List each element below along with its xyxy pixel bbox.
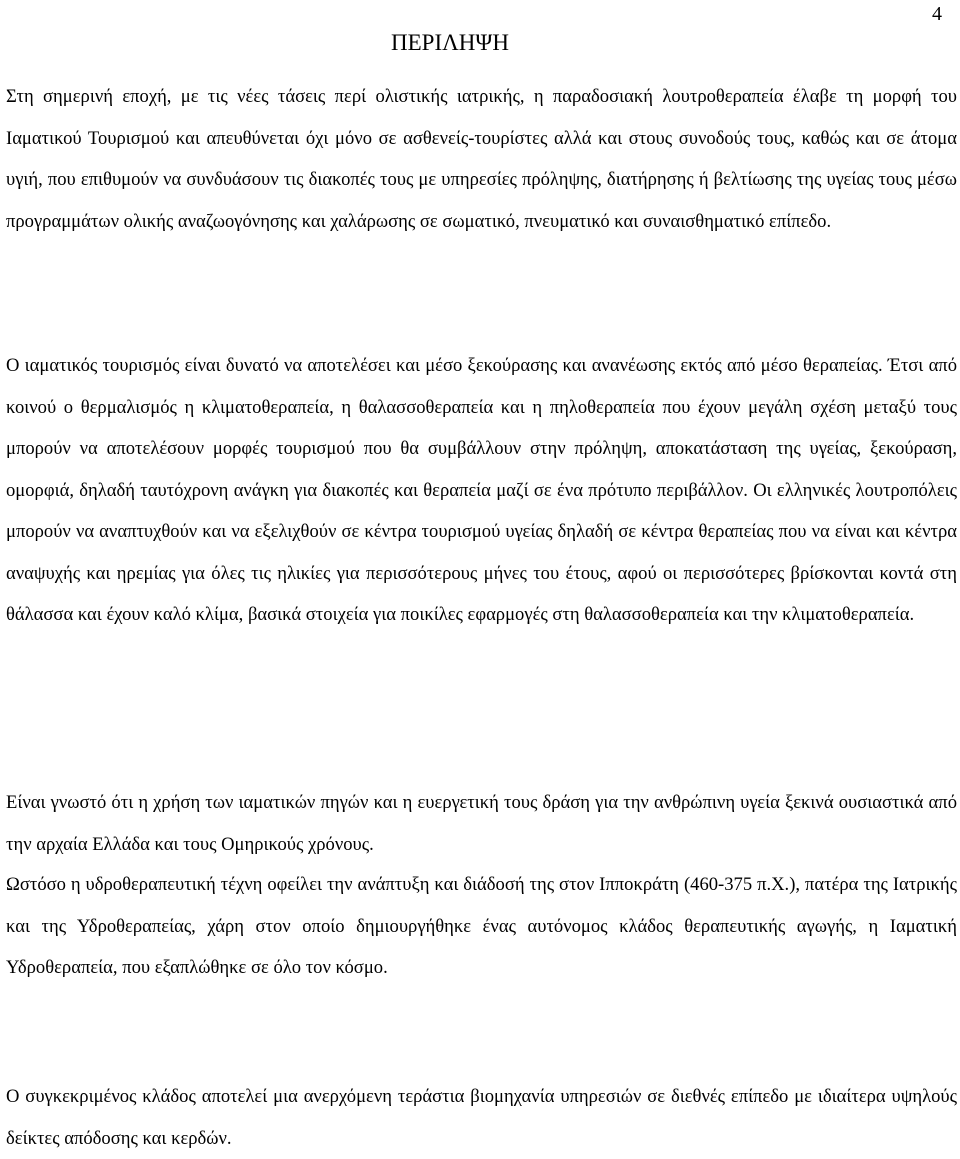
paragraph-industry: Ο συγκεκριμένος κλάδος αποτελεί μια ανερχόμενη τεράστια βιομηχανία υπηρεσιών σε διεθνές επίπεδο με ιδιαίτερα υψηλούς δείκτες απόδοσης και κερδών. bbox=[6, 1086, 957, 1149]
paragraph-thermal-tourism: Ο ιαματικός τουρισμός είναι δυνατό να αποτελέσει και μέσο ξεκούρασης και ανανέωσης εκτός από μέσο θεραπείας. Έτσι από κοινού ο θερμαλισμός η κλιματοθεραπεία, η θαλασσοθεραπεία και η πηλοθεραπεία που έχουν μεγάλη σχέση μεταξύ τους μπορούν να αποτελέσουν μορφές τουρισμού που θα συμβάλλουν στην πρόληψη, αποκατάσταση της υγείας, ξεκούραση, ομορφιά, δηλαδή ταυτόχρονη ανάγκη για διακοπές και θεραπεία μαζί σε ένα πρότυπο περιβάλλον. Οι ελληνικές λουτροπόλεις μπορούν να αναπτυχθούν και να εξελιχθούν σε κέντρα τουρισμού υγείας δηλαδή σε κέντρα θεραπείας που να είναι και κέντρα αναψυχής και ηρεμίας για όλες τις ηλικίες για περισσότερους μήνες του έτους, αφού οι περισσότερες βρίσκονται κοντά στη θάλασσα και έχουν καλό κλίμα, βασικά στοιχεία για ποικίλες εφαρμογές στη θαλασσοθεραπεία και την κλιματοθεραπεία. bbox=[6, 355, 957, 625]
page-number: 4 bbox=[932, 3, 942, 25]
paragraph-intro: Στη σημερινή εποχή, με τις νέες τάσεις περί ολιστικής ιατρικής, η παραδοσιακή λουτροθεραπεία έλαβε τη μορφή του Ιαματικού Τουρισμού και απευθύνεται όχι μόνο σε ασθενείς-τουρίστες αλλά και στους συνοδούς τους, καθώς και σε άτομα υγιή, που επιθυμούν να συνδυάσουν τις διακοπές τους με υπηρεσίες πρόληψης, διατήρησης ή βελτίωσης της υγείας τους μέσω προγραμμάτων ολικής αναζωογόνησης και χαλάρωσης σε σωματικό, πνευματικό και συναισθηματικό επίπεδο. bbox=[6, 86, 957, 232]
paragraph-history: Είναι γνωστό ότι η χρήση των ιαματικών πηγών και η ευεργετική τους δράση για την ανθρώπινη υγεία ξεκινά ουσιαστικά από την αρχαία Ελλάδα και τους Ομηρικούς χρόνους. bbox=[6, 792, 957, 855]
paragraph-hippocrates: Ωστόσο η υδροθεραπευτική τέχνη οφείλει την ανάπτυξη και διάδοσή της στον Ιπποκράτη (460-375 π.Χ.), πατέρα της Ιατρικής και της Υδροθεραπείας, χάρη στον οποίο δημιουργήθηκε ένας αυτόνομος κλάδος θεραπευτικής αγωγής, η Ιαματική Υδροθεραπεία, που εξαπλώθηκε σε όλο τον κόσμο. bbox=[6, 874, 957, 978]
page-title: ΠΕΡΙΛΗΨΗ bbox=[391, 30, 509, 55]
